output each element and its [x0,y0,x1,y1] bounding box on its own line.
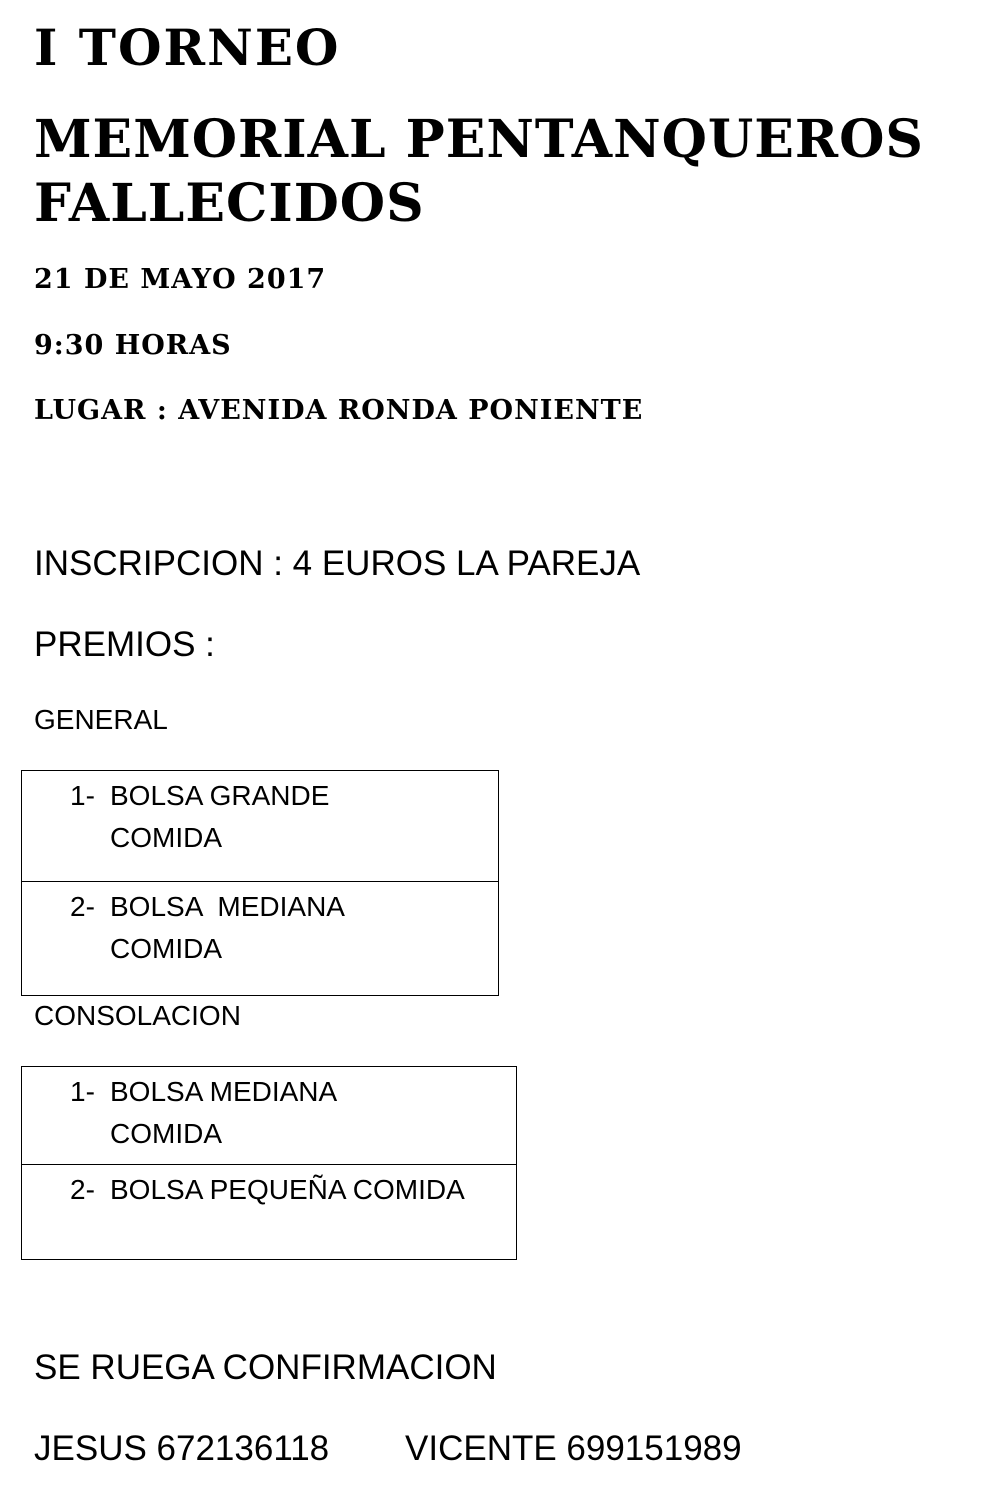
prize-number: 1- [70,780,95,811]
prize-line: BOLSA MEDIANA [110,1076,338,1107]
title-line-2: MEMORIAL PENTANQUEROS FALLECIDOS [34,109,924,234]
general-prize-row [22,881,498,994]
contact-jesus: JESUS 672136118 [34,1429,330,1468]
inscription-text: INSCRIPCION : 4 EUROS LA PAREJA [34,544,641,583]
prize-line: COMIDA [110,1118,222,1149]
general-prizes-table [21,770,499,996]
prize-number: 1- [70,1076,95,1107]
general-prize-row [22,771,498,881]
title-line-1: I TORNEO [34,18,341,77]
consolation-prize-row [22,1164,516,1258]
consolation-label: CONSOLACION [34,1000,241,1031]
prize-number: 2- [70,891,95,922]
event-place: LUGAR : AVENIDA RONDA PONIENTE [34,395,644,426]
consolation-prizes-table [21,1066,517,1260]
prize-line: BOLSA GRANDE [110,780,330,811]
prize-line: COMIDA [110,822,222,853]
event-date: 21 DE MAYO 2017 [34,264,327,295]
general-label: GENERAL [34,704,168,735]
prize-line: BOLSA MEDIANA [110,891,345,922]
prize-line: COMIDA [110,933,222,964]
prize-line: BOLSA PEQUEÑA COMIDA [110,1174,465,1205]
confirmation-text: SE RUEGA CONFIRMACION [34,1348,497,1387]
prize-number: 2- [70,1174,95,1205]
prizes-title: PREMIOS : [34,625,215,664]
event-time: 9:30 HORAS [34,330,232,361]
consolation-prize-row [22,1067,516,1164]
contact-vicente: VICENTE 699151989 [405,1429,742,1468]
